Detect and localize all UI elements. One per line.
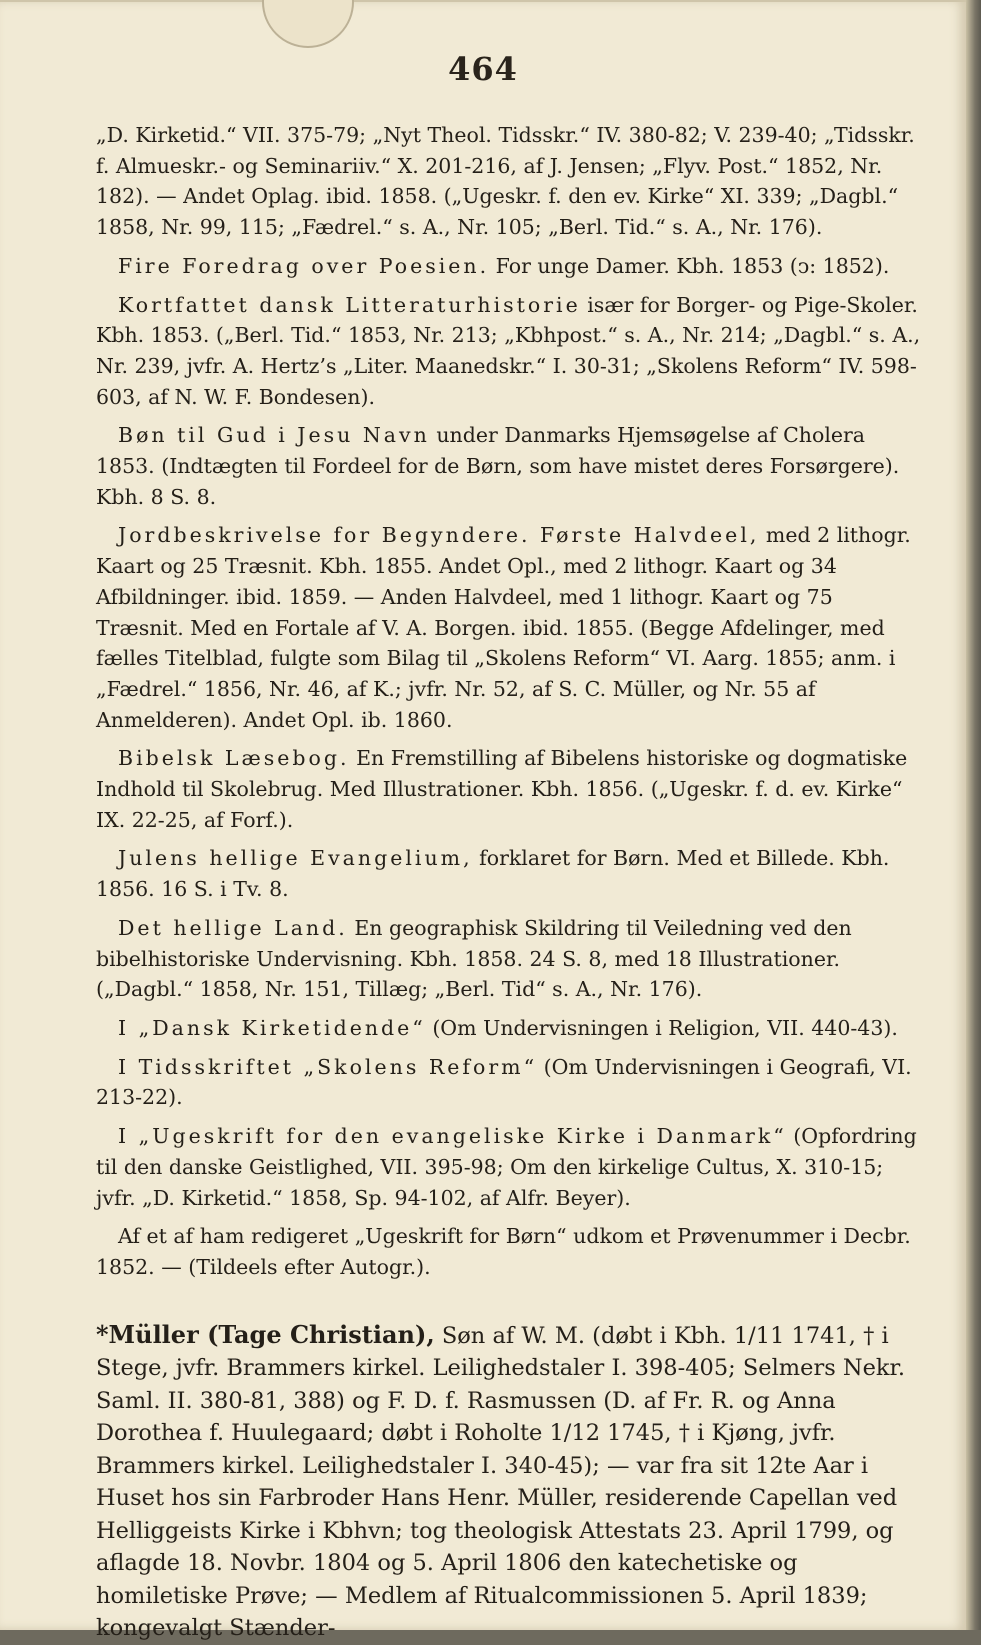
bibliography-item [96,520,922,735]
entry-text: Søn af W. M. (døbt i Kbh. 1/11 1741, † i Stege, jvfr. Brammers kirkel. Leilighedstaler I. 398-405; Selmers Nekr. Saml. II. 380-81, 388) og F. D. f. Rasmussen (D. af Fr. R. og Anna Dorothea f. Huulegaard; døbt i Roholte 1/12 1745, † i Kjøng, jvfr. Brammers kirkel. Leilighedstaler I. 340-45); — var fra sit 12te Aar i Huset hos sin Farbroder Hans Henr. Müller, residerende Capellan ved Helliggeists Kirke i Kbhvn; tog theologisk Attestats 23. April 1799, og aflagde 18. Novbr. 1804 og 5. April 1806 den katechetiske og homiletiske Prøve; — Medlem af Ritualcommissionen 5. April 1839; kongevalgt Stænder- [96,1322,905,1642]
biography-entry [96,1319,922,1645]
bibliography-item [96,251,922,282]
binding-punch-hole [262,0,354,48]
work-title: Fire Foredrag over Poesien. [118,253,490,278]
bibliography-text [96,120,922,1645]
bibliography-item [96,1121,922,1213]
work-title: I Tidsskriftet „Skolens Reform“ [118,1054,538,1079]
bibliography-item [96,1013,922,1044]
bibliography-item [96,290,922,413]
work-title: Bibelsk Læsebog. [118,746,350,771]
bibliography-item [96,843,922,904]
work-description: under Danmarks Hjemsøgelse af Cholera 1853. (Indtægten til Fordeel for de Børn, som have mistet deres Forsørgere). Kbh. 8 S. 8. [96,423,900,509]
work-description: (Om Undervisningen i Geografi, VI. 213-22). [96,1054,912,1110]
work-description: (Om Undervisningen i Religion, VII. 440-43). [432,1015,898,1040]
work-title: Julens hellige Evangelium, [118,846,473,871]
work-description: For unge Damer. Kbh. 1853 (ↄ: 1852). [495,253,890,278]
page-number: 464 [448,50,518,88]
work-description: især for Borger- og Pige-Skoler. Kbh. 1853. („Berl. Tid.“ 1853, Nr. 213; „Kbhpost.“ s. A., Nr. 214; „Dagbl.“ s. A., Nr. 239, jvfr. A. Hertz’s „Liter. Maanedskr.“ I. 30-31; „Skolens Reform“ IV. 598-603, af N. W. F. Bondesen). [96,292,921,409]
work-title: I „Dansk Kirketidende“ [118,1015,426,1040]
work-description: forklaret for Børn. Med et Billede. Kbh. 1856. 16 S. i Tv. 8. [96,846,890,902]
note-text: Af et af ham redigeret „Ugeskrift for Børn“ udkom et Prøvenummer i Decbr. 1852. — (Tildeels efter Autogr.). [96,1224,911,1279]
work-description: (Opfordring til den danske Geistlighed, VII. 395-98; Om den kirkelige Cultus, X. 310-15; jvfr. „D. Kirketid.“ 1858, Sp. 94-102, af Alfr. Beyer). [96,1124,917,1210]
bibliography-item [96,1052,922,1113]
continued-paragraph [96,120,922,243]
work-description: med 2 lithogr. Kaart og 25 Træsnit. Kbh. 1855. Andet Opl., med 2 lithogr. Kaart og 34 Afbildninger. ibid. 1859. — Anden Halvdeel, med 1 lithogr. Kaart og 75 Træsnit. Med en Fortale af V. A. Borgen. ibid. 1855. (Begge Afdelinger, med fælles Titelblad, fulgte som Bilag til „Skolens Reform“ VI. Aarg. 1855; anm. i „Fædrel.“ 1856, Nr. 46, af K.; jvfr. Nr. 52, af S. C. Müller, og Nr. 55 af Anmelderen). Andet Opl. ib. 1860. [96,523,911,732]
bibliography-item [96,743,922,835]
page-top-border [0,0,966,2]
bibliography-item [96,913,922,1005]
entry-heading: *Müller (Tage Christian), [96,1319,435,1349]
book-edge [966,0,981,1630]
paragraph-text: „D. Kirketid.“ VII. 375-79; „Nyt Theol. Tidsskr.“ IV. 380-82; V. 239-40; „Tidsskr. f. Almueskr.- og Seminariiv.“ X. 201-216, af J. Jensen; „Flyv. Post.“ 1852, Nr. 182). — Andet Oplag. ibid. 1858. („Ugeskr. f. den ev. Kirke“ XI. 339; „Dagbl.“ 1858, Nr. 99, 115; „Fædrel.“ s. A., Nr. 105; „Berl. Tid.“ s. A., Nr. 176). [96,123,915,240]
work-description: En geographisk Skildring til Veiledning ved den bibelhistoriske Undervisning. Kbh. 1858. 24 S. 8, med 18 Illustrationer. („Dagbl.“ 1858, Nr. 151, Tillæg; „Berl. Tid“ s. A., Nr. 176). [96,915,852,1002]
bibliography-item [96,420,922,512]
bibliography-note [96,1221,922,1282]
work-title: Kortfattet dansk Litteraturhistorie [118,292,581,317]
work-title: I „Ugeskrift for den evangeliske Kirke i Danmark“ [118,1124,787,1149]
work-title: Bøn til Gud i Jesu Navn [118,423,430,448]
work-title: Jordbeskrivelse for Begyndere. Første Halvdeel, [118,523,760,548]
work-title: Det hellige Land. [118,915,348,940]
work-description: En Fremstilling af Bibelens historiske og dogmatiske Indhold til Skolebrug. Med Illustrationer. Kbh. 1856. („Ugeskr. f. d. ev. Kirke“ IX. 22-25, af Forf.). [96,746,908,832]
